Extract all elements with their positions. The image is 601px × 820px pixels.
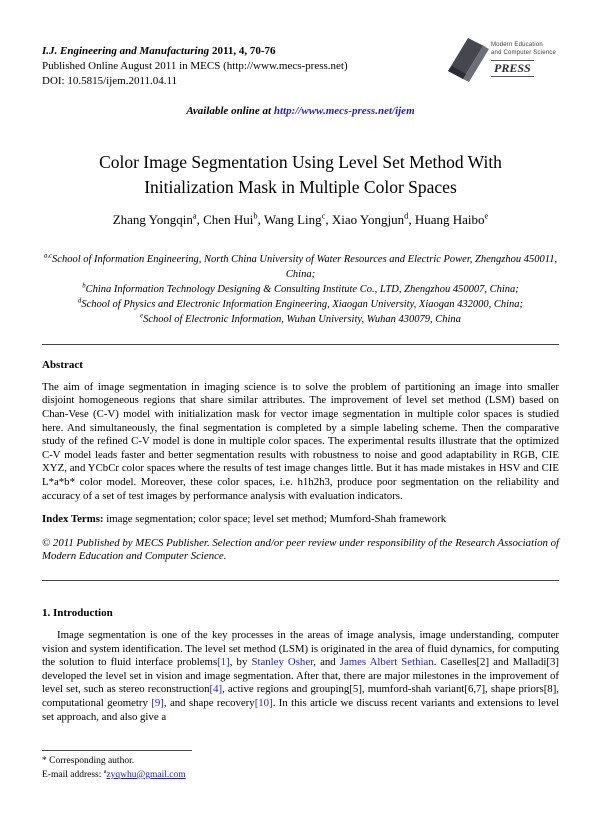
email-affiliation-mark: a xyxy=(103,768,107,775)
author-name: Xiao Yongjun xyxy=(331,212,405,228)
affiliation-line: $^d$School of Physics and Electronic Information Engineering, Xiaogan University, Xiaogan 432000, China; xyxy=(77,297,524,310)
citation-link[interactable]: [4] xyxy=(209,683,223,696)
divider-middle xyxy=(42,580,559,581)
author-affiliation-mark: a xyxy=(192,210,197,221)
author-affiliation-mark: b xyxy=(253,210,258,221)
index-terms-label: Index Terms: xyxy=(42,513,104,526)
affiliation-line: $^b$China Information Technology Designing & Consulting Institute Co., LTD, Zhengzhou 450007, China; xyxy=(82,282,519,296)
press-book-icon xyxy=(441,36,495,86)
journal-issue-info: 2011, 4, 70-76 xyxy=(209,45,276,57)
doi-line: DOI: 10.5815/ijem.2011.04.11 xyxy=(42,74,178,87)
footnote-rule xyxy=(42,750,192,751)
author-name: Chen Hui xyxy=(203,212,254,228)
author-name: Huang Haibo xyxy=(414,212,485,228)
journal-url-link[interactable]: http://www.mecs-press.net/ijem xyxy=(273,104,415,117)
footnote-block xyxy=(42,750,559,783)
logo-line-1: Modern Education xyxy=(491,42,543,48)
abstract-paragraph: The aim of image segmentation in imaging science is to solve the problem of partitioning an image into smaller disjoint homogeneous regions that share similar attributes. The improvement of level set method (LSM) based on Chan-Vese (C-V) model with initialization mask for vector image segmentation in multiple color spaces is studied here. And simultaneously, the final segmentation is completed by a simple labeling scheme. Then the comparative study of the refined C-V model is done in multiple color spaces. The experimental results illustrate that the optimized C-V model leads faster and better segmentation results with robustness to noise and good adaptability in RGB, CIE XYZ, and YCbCr color spaces where the results of test image changes little. But it has made mistakes in HSV and CIE L*a*b* color model. Moreover, these color spaces, i.e. h1h2h3, produce poor segmentation on the reliability and accuracy of a set of test images by performance analysis with evaluation indicators. xyxy=(42,380,559,502)
logo-line-2: and Computer Science xyxy=(491,49,557,56)
paragraph-text: , and shape recovery xyxy=(163,696,255,709)
paragraph-text: . In this article we discuss recent variants and extensions to level set approach, and also give a xyxy=(42,696,560,723)
paragraph-text: , active regions and grouping[5], mumford-shah variant[6,7], shape priors[8], computational geometry xyxy=(42,683,559,709)
citation-link[interactable]: Stanley Osher xyxy=(251,656,314,669)
mecs-press-logo xyxy=(441,36,559,86)
citation-link[interactable]: [1] xyxy=(217,656,230,669)
author-affiliation-mark: e xyxy=(484,210,489,221)
paragraph-text: Image segmentation is one of the key processes in the areas of image analysis, image understanding, computer vision and system identification. The level set method (LSM) is originated in the area of fluid dynamics, for computing the solution to fluid interface problems xyxy=(42,628,559,669)
press-logo-text xyxy=(491,42,556,77)
available-online-prefix: Available online at xyxy=(186,104,274,117)
published-line: Published Online August 2011 in MECS (http://www.mecs-press.net) xyxy=(42,59,348,72)
corresponding-author-note: * Corresponding author. xyxy=(42,756,135,767)
author-affiliation-mark: d xyxy=(404,210,409,221)
introduction-heading: 1. Introduction xyxy=(42,606,113,619)
citation-link[interactable]: [9] xyxy=(151,696,164,709)
available-online-line xyxy=(42,105,559,117)
email-link[interactable]: zyqwhu@gmail.com xyxy=(106,769,186,780)
journal-meta xyxy=(42,44,348,89)
logo-press-label: PRESS xyxy=(491,60,534,77)
introduction-paragraph xyxy=(42,629,559,724)
copyright-notice: © 2011 Published by MECS Publisher. Selection and/or peer review under responsibility of the Research Association of Modern Education and Computer Science. xyxy=(42,536,559,563)
paragraph-text: . Caselles[2] and Malladi[3] developed the level set in vision and image segmentation. After that, there are major milestones in the improvement of level set, such as stereo reconstruction xyxy=(42,656,559,696)
paragraph-text: , by xyxy=(229,656,252,669)
affiliation-line: $^e$School of Electronic Information, Wuhan University, Wuhan 430079, China xyxy=(140,312,461,325)
paragraph-text: , and xyxy=(313,656,340,669)
citation-link[interactable]: James Albert Sethian xyxy=(339,656,434,669)
index-terms-line xyxy=(42,513,559,527)
affiliations-block xyxy=(42,253,559,328)
divider-top xyxy=(42,344,559,345)
author-name: Zhang Yongqin xyxy=(112,212,193,228)
affiliation-line: $^{a,c}$School of Information Engineering, North China University of Water Resources and Electric Power, Zhengzhou 450011, China; xyxy=(43,252,558,281)
journal-line xyxy=(42,44,348,59)
paper-title: Color Image Segmentation Using Level Set Method With Initialization Mask in Multiple Color Spaces xyxy=(99,151,502,197)
author-affiliation-mark: c xyxy=(321,210,326,221)
email-label: E-mail address: xyxy=(42,769,104,780)
citation-link[interactable]: [10] xyxy=(254,696,273,709)
page-header xyxy=(42,44,559,89)
index-terms-list: image segmentation; color space; level set method; Mumford-Shah framework xyxy=(103,513,447,526)
author-name: Wang Ling xyxy=(263,212,322,228)
abstract-heading: Abstract xyxy=(42,358,83,371)
journal-title: I.J. Engineering and Manufacturing xyxy=(42,45,210,57)
email-line xyxy=(42,769,559,783)
authors-line: Zhang Yongqin$^a$, Chen Hui$^b$, Wang Ling$^c$, Xiao Yongjun$^d$, Huang Haibo$^e$ xyxy=(112,210,489,228)
